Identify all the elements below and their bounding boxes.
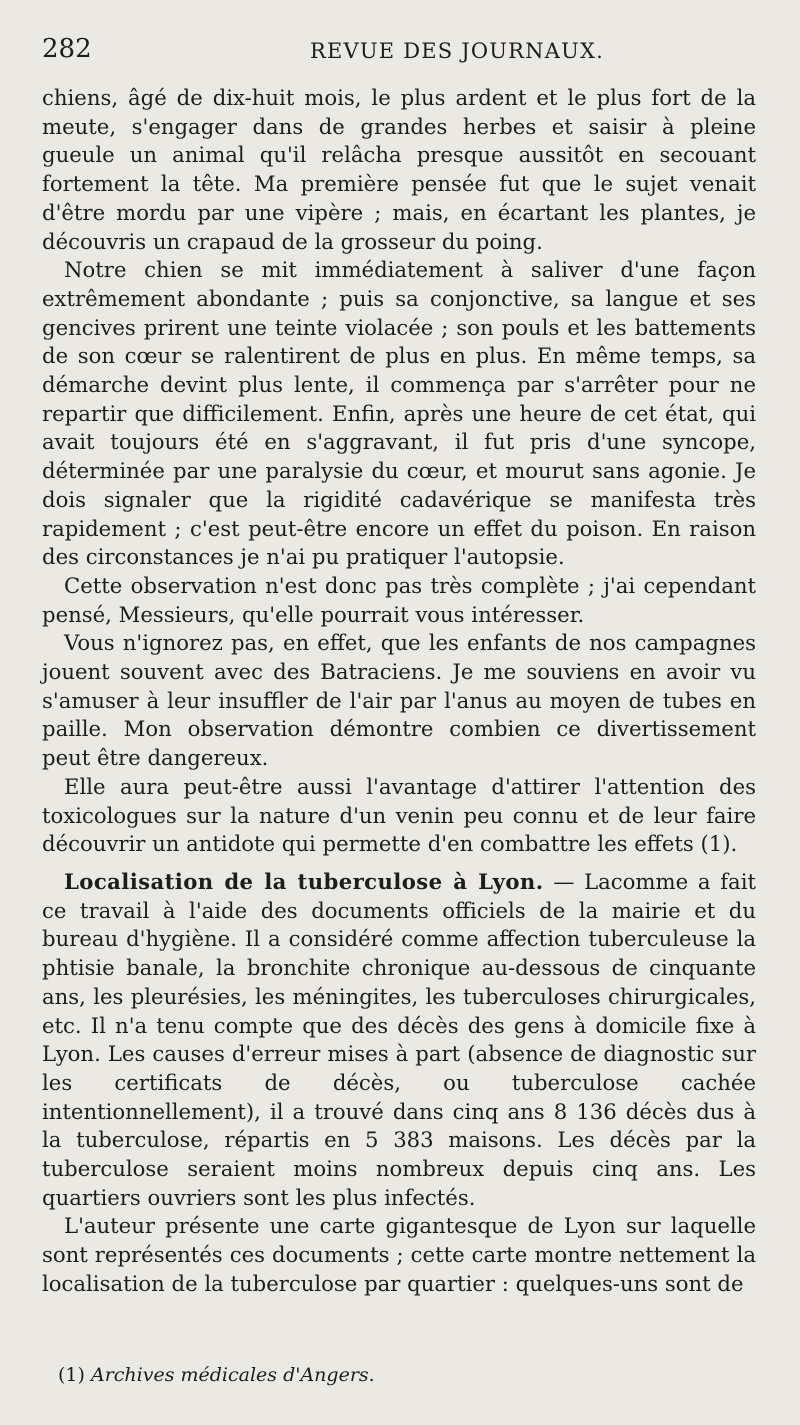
article-body <box>42 84 756 1299</box>
section-paragraph-1-text: — Lacomme a fait ce travail à l'aide des documents officiels de la mairie et du bureau d'hygiène. Il a considéré comme affection tuberculeuse la phtisie banale, la bronchite chronique au-dessous de cinquante ans, les pleurésies, les méningites, les tuberculoses chirurgicales, etc. Il n'a tenu compte que des décès des gens à domicile fixe à Lyon. Les causes d'erreur mises à part (absence de diagnostic sur les certificats de décès, ou tuberculose cachée intentionnellement), il a trouvé dans cinq ans 8 136 décès dus à la tuberculose, répartis en 5 383 maisons. Les décès par la tuberculose seraient moins nombreux depuis cinq ans. Les quartiers ouvriers sont les plus infectés. <box>42 868 756 1210</box>
paragraph-3: Cette observation n'est donc pas très complète ; j'ai cependant pensé, Messieurs, qu'elle pourrait vous intéresser. <box>42 572 756 627</box>
footnote <box>58 1364 375 1386</box>
section-title: Localisation de la tuberculose à Lyon. <box>64 868 544 894</box>
page-header <box>42 34 762 68</box>
section-paragraph-2: L'auteur présente une carte gigantesque de Lyon sur laquelle sont représentés ces documents ; cette carte montre nettement la localisation de la tuberculose par quartier : quelques-uns sont de <box>42 1213 756 1296</box>
running-title: REVUE DES JOURNAUX. <box>310 39 605 63</box>
paragraph-1: chiens, âgé de dix-huit mois, le plus ardent et le plus fort de la meute, s'engager dans de grandes herbes et saisir à pleine gueule un animal qu'il relâcha presque aussitôt en secouant fortement la tête. Ma première pensée fut que le sujet venait d'être mordu par une vipère ; mais, en écartant les plantes, je découvris un crapaud de la grosseur du poing. <box>42 85 756 254</box>
footnote-text: Archives médicales d'Angers. <box>90 1364 375 1386</box>
paragraph-5: Elle aura peut-être aussi l'avantage d'attirer l'attention des toxicologues sur la nature d'un venin peu connu et de leur faire découvrir un antidote qui permette d'en combattre les effets (1). <box>42 773 756 857</box>
footnote-marker: (1) <box>58 1364 85 1386</box>
page-number: 282 <box>42 34 92 64</box>
paragraph-4: Vous n'ignorez pas, en effet, que les enfants de nos campagnes jouent souvent avec des Batraciens. Je me souviens en avoir vu s'amuser à leur insuffler de l'air par l'anus au moyen de tubes en paille. Mon observation démontre combien ce divertissement peut être dangereux. <box>42 630 756 771</box>
section-paragraph-1 <box>42 868 756 1212</box>
paragraph-2: Notre chien se mit immédiatement à saliver d'une façon extrêmement abondante ; puis sa conjonctive, sa langue et ses gencives prirent une teinte violacée ; son pouls et les battements de son cœur se ralentirent de plus en plus. En même temps, sa démarche devint plus lente, il commença par s'arrêter pour ne repartir que difficilement. Enfin, après une heure de cet état, qui avait toujours été en s'aggravant, il fut pris d'une syncope, déterminée par une paralysie du cœur, et mourut sans agonie. Je dois signaler que la rigidité cadavérique se manifesta très rapidement ; c'est peut-être encore un effet du poison. En raison des circonstances je n'ai pu pratiquer l'autopsie. <box>42 257 756 570</box>
